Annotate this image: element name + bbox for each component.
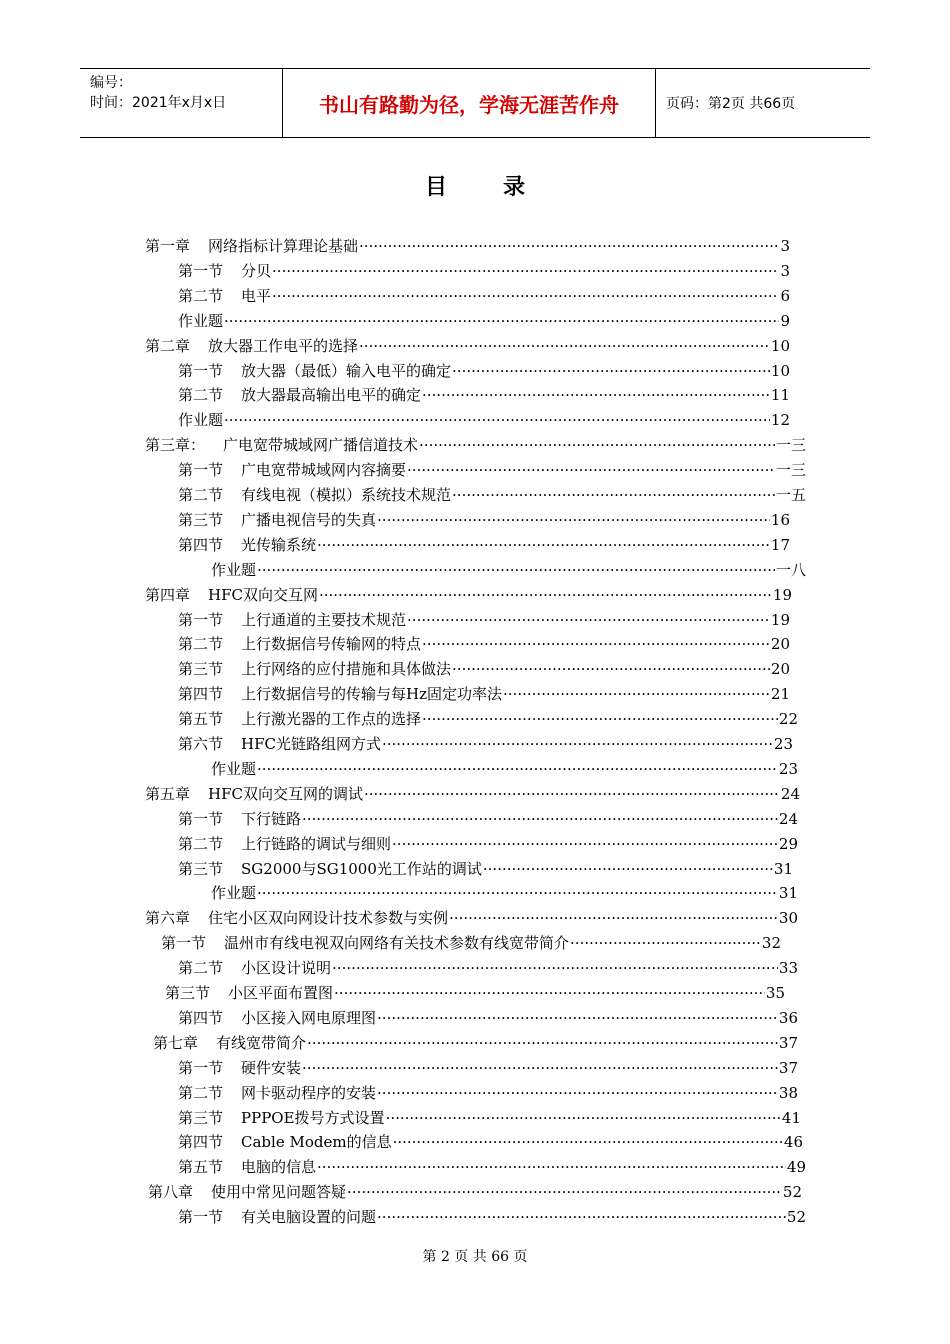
toc-leader-dots — [334, 983, 765, 1003]
toc-entry-number: 第一节 — [178, 610, 224, 629]
toc-entry-page: 一五 — [775, 486, 806, 504]
toc-entry-title: 小区平面布置图 — [228, 984, 334, 1002]
toc-entry-title: 作业题 — [211, 759, 257, 778]
toc-entry-label — [178, 1207, 376, 1227]
toc-entry-number: 第五章 — [145, 784, 191, 803]
toc-entry-number: 第五节 — [178, 710, 224, 729]
toc-entry-number: 第三章： — [145, 436, 206, 455]
toc-entry[interactable] — [178, 807, 798, 829]
toc-entry-page: 一八 — [775, 560, 806, 579]
toc-entry-label — [145, 435, 418, 455]
toc-entry[interactable] — [153, 1031, 798, 1053]
toc-leader-dots — [419, 435, 775, 455]
toc-entry-title: 住宅小区双向网设计技术参数与实例 — [208, 909, 449, 928]
toc-entry-page: 12 — [770, 411, 790, 430]
toc-entry-page: 21 — [770, 685, 790, 704]
toc-entry-number: 第三节 — [178, 510, 224, 529]
toc-entry-title: 有线宽带简介 — [216, 1033, 307, 1052]
toc-leader-dots — [347, 1182, 782, 1202]
toc-entry-title: SG2000与SG1000光工作站的调试 — [241, 859, 482, 878]
header-meta — [80, 69, 282, 137]
toc-entry-number: 第七章 — [153, 1033, 199, 1052]
toc-entry-label — [145, 585, 318, 605]
toc-entry-number: 第二节 — [178, 386, 224, 405]
toc-entry-label — [178, 958, 331, 978]
toc-entry[interactable] — [178, 309, 790, 331]
toc-entry-title: 使用中常见问题答疑 — [211, 1183, 347, 1202]
toc-leader-dots — [452, 659, 770, 679]
toc-entry-number: 第一节 — [178, 261, 224, 280]
toc-entry-title: 放大器（最低）输入电平的确定 — [241, 361, 452, 380]
page-title: 目录 — [424, 175, 581, 200]
toc-entry[interactable] — [145, 906, 798, 928]
toc-entry[interactable] — [178, 359, 790, 381]
toc-entry-title: 放大器工作电平的选择 — [208, 336, 359, 355]
toc-entry-number: 第一章 — [145, 237, 191, 255]
toc-entry-title: 分贝 — [241, 261, 272, 280]
toc-entry-label — [178, 634, 421, 654]
toc-entry-number: 第四章 — [145, 585, 191, 604]
header-table — [80, 68, 870, 138]
toc-entry[interactable] — [145, 334, 790, 356]
toc-leader-dots — [272, 261, 779, 281]
toc-entry-label — [211, 759, 256, 779]
toc-entry[interactable] — [165, 981, 785, 1003]
toc-entry-number: 第一节 — [178, 461, 224, 480]
toc-entry-title: HFC光链路组网方式 — [241, 735, 381, 753]
page-footer: 第 2 页 共 66 页 — [422, 1249, 528, 1265]
toc-leader-dots — [452, 485, 775, 505]
toc-leader-dots — [449, 908, 778, 928]
toc-entry-label — [178, 510, 376, 530]
toc-entry-title: 温州市有线电视双向网络有关技术参数有线宽带简介 — [224, 934, 570, 953]
toc-leader-dots — [422, 385, 770, 405]
toc-entry[interactable] — [178, 1205, 806, 1227]
toc-entry-title: 作业题 — [211, 884, 257, 903]
toc-leader-dots — [332, 958, 778, 978]
toc-entry-label — [178, 610, 406, 630]
toc-entry-label — [148, 1182, 346, 1202]
toc-entry[interactable] — [211, 881, 798, 903]
toc-entry-number: 第二节 — [178, 1083, 224, 1102]
toc-entry-number: 第四节 — [178, 535, 224, 554]
toc-entry-number: 第三节 — [165, 984, 211, 1002]
toc-entry-number: 第一节 — [178, 1208, 224, 1227]
toc-leader-dots — [407, 610, 770, 630]
toc-entry[interactable] — [148, 1180, 802, 1202]
toc-entry-page: 33 — [778, 959, 798, 978]
toc-entry[interactable] — [178, 408, 790, 430]
toc-leader-dots — [302, 809, 778, 829]
toc-entry-label — [178, 311, 223, 331]
toc-entry-title: 有关电脑设置的问题 — [241, 1208, 377, 1227]
toc-entry-label — [178, 410, 223, 430]
toc-entry-label — [178, 361, 451, 381]
toc-entry-number: 第二节 — [178, 286, 224, 305]
toc-entry-number: 第二节 — [178, 635, 224, 654]
toc-entry-label — [178, 1083, 376, 1103]
toc-leader-dots — [393, 1132, 783, 1152]
toc-entry-title: 广电宽带城域网广播信道技术 — [223, 436, 419, 455]
toc-entry-title: 放大器最高输出电平的确定 — [241, 386, 422, 405]
toc-entry-title: HFC双向交互网的调试 — [208, 784, 363, 803]
toc-leader-dots — [359, 336, 770, 356]
toc-entry-label — [178, 535, 316, 555]
toc-entry-label — [178, 1108, 385, 1128]
toc-leader-dots — [377, 510, 770, 530]
toc-entry[interactable] — [178, 533, 790, 555]
toc-entry-label — [211, 560, 256, 580]
toc-entry-page: 20 — [770, 660, 790, 679]
document-number-label: 编号： — [90, 75, 132, 91]
toc-entry-label — [153, 1033, 306, 1053]
toc-entry-label — [178, 485, 451, 505]
toc-entry-page: 36 — [778, 1008, 798, 1027]
toc-entry[interactable] — [178, 1155, 806, 1177]
toc-entry-number: 第一节 — [178, 809, 224, 828]
toc-leader-dots — [317, 1157, 786, 1177]
toc-entry-page: 10 — [770, 336, 790, 355]
toc-entry-page: 38 — [778, 1083, 798, 1102]
toc-entry-label — [178, 286, 271, 306]
toc-entry[interactable] — [178, 1106, 801, 1128]
toc-leader-dots — [317, 535, 770, 555]
toc-entry-title: 广播电视信号的失真 — [241, 510, 377, 529]
toc-entry-title: 作业题 — [178, 311, 224, 330]
header-motto: 书山有路勤为径，学海无涯苦作舟 — [282, 69, 656, 137]
toc-entry[interactable] — [211, 558, 806, 580]
toc-leader-dots — [257, 883, 778, 903]
toc-entry-number: 第八章 — [148, 1183, 194, 1202]
toc-entry-page: 20 — [770, 635, 790, 654]
toc-leader-dots — [319, 585, 772, 605]
toc-entry-label — [178, 460, 406, 480]
toc-entry-label — [178, 1058, 301, 1078]
toc-leader-dots — [407, 460, 775, 480]
toc-entry-title: 上行数据信号的传输与每Hz固定功率法 — [241, 685, 503, 704]
toc-entry-label — [178, 684, 502, 704]
toc-leader-dots — [382, 734, 773, 754]
toc-leader-dots — [377, 1083, 778, 1103]
toc-entry-label — [178, 659, 451, 679]
toc-entry-title: 作业题 — [178, 411, 224, 430]
toc-entry-number: 第三节 — [178, 859, 224, 878]
toc-entry-title: HFC双向交互网 — [208, 585, 318, 604]
toc-leader-dots — [307, 1033, 778, 1053]
toc-entry-title: 小区设计说明 — [241, 959, 332, 978]
toc-entry-label — [178, 834, 391, 854]
toc-entry-page: 31 — [773, 859, 793, 878]
toc-entry-title: 小区接入网电原理图 — [241, 1008, 377, 1027]
toc-entry[interactable] — [178, 682, 790, 704]
toc-leader-dots — [257, 560, 775, 580]
toc-entry-label — [165, 983, 333, 1003]
toc-entry-number: 第二章 — [145, 336, 191, 355]
toc-entry-label — [178, 1008, 376, 1028]
document-date: 时间：2021年x月x日 — [90, 95, 227, 111]
toc-leader-dots — [422, 709, 778, 729]
toc-entry-page: 52 — [786, 1208, 806, 1227]
toc-entry[interactable] — [178, 857, 793, 879]
toc-entry[interactable] — [178, 1006, 798, 1028]
toc-entry-title: 电平 — [241, 286, 272, 305]
toc-entry[interactable] — [178, 1056, 798, 1078]
toc-entry-number: 第二节 — [178, 486, 224, 504]
toc-entry-number: 第四节 — [178, 685, 224, 704]
toc-entry-page: 46 — [783, 1133, 803, 1152]
toc-entry[interactable] — [178, 284, 790, 306]
toc-entry[interactable] — [145, 234, 790, 256]
toc-entry-number: 第四节 — [178, 1133, 224, 1152]
toc-entry-page: 16 — [770, 510, 790, 529]
toc-entry-label — [178, 1157, 316, 1177]
toc-entry-number: 第四节 — [178, 1008, 224, 1027]
toc-entry-label — [145, 908, 448, 928]
toc-entry[interactable] — [178, 832, 798, 854]
toc-entry-title: 作业题 — [211, 560, 257, 579]
toc-leader-dots — [386, 1108, 781, 1128]
toc-entry-title: 广电宽带城域网内容摘要 — [241, 461, 407, 480]
toc-entry[interactable] — [178, 732, 793, 754]
toc-leader-dots — [224, 410, 770, 430]
toc-entry-number: 第一节 — [178, 1058, 224, 1077]
toc-entry-label — [178, 709, 421, 729]
toc-entry-label — [211, 883, 256, 903]
toc-entry-number: 第一节 — [161, 934, 207, 953]
toc-entry[interactable] — [178, 632, 790, 654]
toc-entry-number: 第三节 — [178, 660, 224, 679]
toc-entry[interactable] — [145, 782, 800, 804]
toc-entry-label — [178, 734, 381, 754]
toc-entry-label — [178, 385, 421, 405]
toc-entry-page: 22 — [778, 710, 798, 729]
toc-entry-title: 上行激光器的工作点的选择 — [241, 710, 422, 729]
toc-leader-dots — [359, 236, 779, 256]
toc-entry[interactable] — [178, 458, 806, 480]
toc-entry-page: 19 — [770, 610, 790, 629]
toc-leader-dots — [257, 759, 778, 779]
toc-entry-page: 37 — [778, 1058, 798, 1077]
toc-entry-label — [178, 1132, 392, 1152]
toc-entry-page: 10 — [770, 361, 790, 380]
toc-entry-title: PPPOE拨号方式设置 — [241, 1108, 385, 1127]
toc-entry-page: 41 — [781, 1108, 801, 1127]
toc-entry-page: 11 — [770, 386, 790, 405]
header-page-info: 页码：第2页 共66页 — [666, 96, 796, 112]
toc-entry-page: 29 — [778, 834, 798, 853]
toc-entry-label — [145, 336, 358, 356]
toc-entry-page: 3 — [780, 237, 790, 255]
toc-entry[interactable] — [178, 259, 790, 281]
toc-entry[interactable] — [178, 707, 798, 729]
toc-entry-title: 上行网络的应付措施和具体做法 — [241, 660, 452, 679]
toc-entry[interactable] — [145, 433, 806, 455]
toc-entry-title: 电脑的信息 — [241, 1158, 317, 1177]
toc-entry-label — [145, 236, 358, 256]
toc-entry[interactable] — [178, 956, 798, 978]
toc-entry-title: 下行链路 — [241, 809, 302, 828]
toc-leader-dots — [422, 634, 770, 654]
toc-entry[interactable] — [145, 583, 792, 605]
toc-leader-dots — [483, 859, 773, 879]
toc-entry-label — [178, 261, 271, 281]
toc-entry-title: 硬件安装 — [241, 1058, 302, 1077]
toc-entry-page: 35 — [765, 984, 785, 1002]
toc-entry-page: 37 — [778, 1033, 798, 1052]
toc-leader-dots — [224, 311, 779, 331]
toc-entry-number: 第六章 — [145, 909, 191, 928]
toc-entry-page: 32 — [761, 934, 781, 953]
toc-entry-page: 9 — [780, 311, 790, 330]
toc-leader-dots — [272, 286, 779, 306]
toc-entry-number: 第三节 — [178, 1108, 224, 1127]
toc-entry-number: 第二节 — [178, 959, 224, 978]
toc-leader-dots — [377, 1008, 778, 1028]
toc-entry-number: 第一节 — [178, 361, 224, 380]
toc-entry-title: 光传输系统 — [241, 535, 317, 554]
toc-entry-label — [178, 809, 301, 829]
toc-entry-title: 上行通道的主要技术规范 — [241, 610, 407, 629]
toc-entry-title: 上行链路的调试与细则 — [241, 834, 392, 853]
toc-entry-page: 30 — [778, 909, 798, 928]
toc-entry-title: 网络指标计算理论基础 — [208, 237, 359, 255]
toc-entry[interactable] — [178, 508, 790, 530]
toc-entry-page: 3 — [780, 261, 790, 280]
toc-entry-page: 17 — [770, 535, 790, 554]
toc-entry-page: 一三 — [775, 461, 806, 480]
toc-entry-title: 有线电视（模拟）系统技术规范 — [241, 486, 452, 504]
toc-leader-dots — [302, 1058, 778, 1078]
toc-entry[interactable] — [178, 1081, 798, 1103]
toc-entry-page: 23 — [778, 759, 798, 778]
toc-entry-page: 6 — [780, 286, 790, 305]
toc-entry-number: 第五节 — [178, 1158, 224, 1177]
toc-entry-title: Cable Modem的信息 — [241, 1133, 392, 1152]
toc-entry-page: 24 — [780, 784, 800, 803]
toc-entry-page: 31 — [778, 884, 798, 903]
toc-entry[interactable] — [161, 931, 781, 953]
toc-leader-dots — [452, 361, 770, 381]
toc-entry-number: 第六节 — [178, 735, 224, 753]
toc-entry[interactable] — [178, 483, 806, 505]
toc-entry-number: 第二节 — [178, 834, 224, 853]
toc-entry-label — [178, 859, 482, 879]
toc-entry-label — [145, 784, 363, 804]
toc-entry[interactable] — [211, 757, 798, 779]
toc-entry-page: 19 — [772, 585, 792, 604]
toc-entry[interactable] — [178, 657, 790, 679]
toc-leader-dots — [377, 1207, 786, 1227]
toc-entry-title: 网卡驱动程序的安装 — [241, 1083, 377, 1102]
toc-entry-page: 49 — [786, 1158, 806, 1177]
toc-entry-page: 24 — [778, 809, 798, 828]
toc-leader-dots — [503, 684, 770, 704]
toc-leader-dots — [364, 784, 780, 804]
toc-entry-page: 23 — [773, 735, 793, 753]
toc-entry-title: 上行数据信号传输网的特点 — [241, 635, 422, 654]
toc-entry-page: 52 — [782, 1183, 802, 1202]
toc-entry-label — [161, 933, 569, 953]
toc-entry-page: 一三 — [775, 436, 806, 455]
toc-leader-dots — [570, 933, 761, 953]
toc-entry[interactable] — [178, 1130, 803, 1152]
toc-entry[interactable] — [178, 608, 790, 630]
toc-leader-dots — [392, 834, 778, 854]
toc-entry[interactable] — [178, 383, 790, 405]
